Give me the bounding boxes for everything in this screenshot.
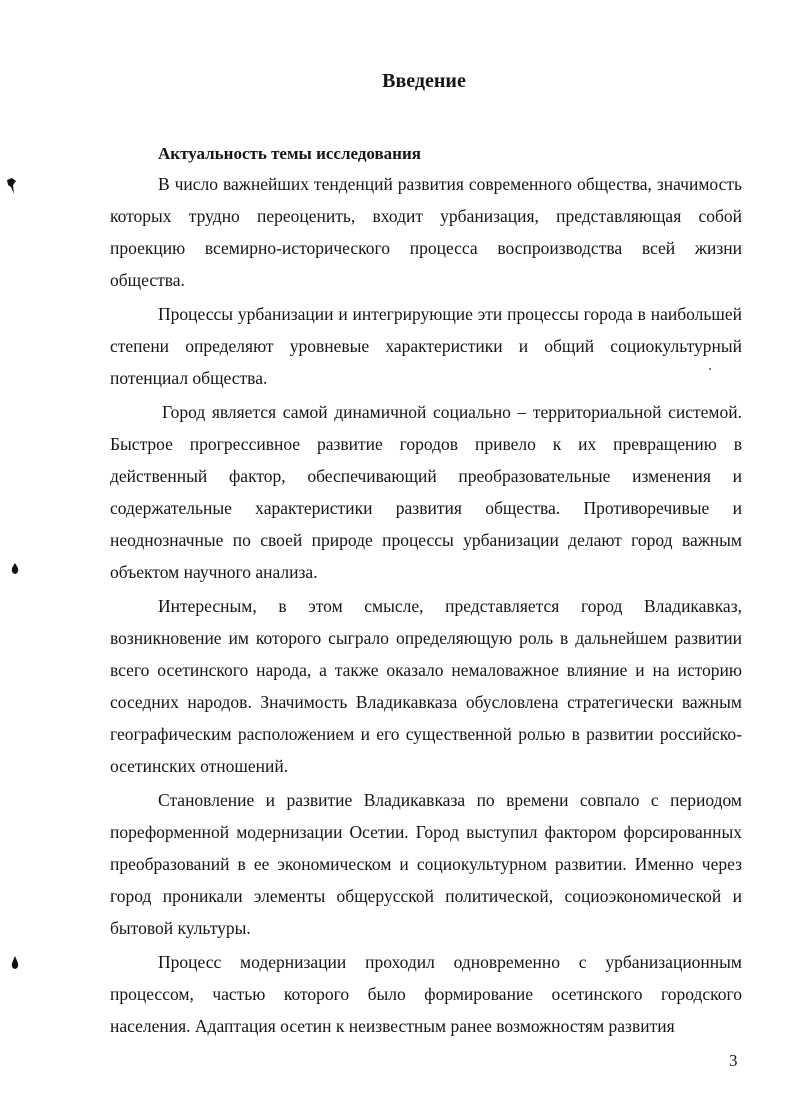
paragraph-3: Город является самой динамичной социально – территориальной системой. Быстрое прогрессивное развитие городов привело к их превращению в действенный фактор, обеспечивающий преобразовательные изменения и содержательные характеристики развития общества. Противоречивые и неоднозначные по своей природе процессы урбанизации делают город важным объектом научного анализа.	[110, 402, 742, 582]
scan-dot-icon	[10, 562, 20, 576]
paragraph-2: Процессы урбанизации и интегрирующие эти процессы города в наибольшей степени определяют уровневые характеристики и общий социокультурный потенциал общества.	[110, 304, 742, 388]
paragraph-6: Процесс модернизации проходил одновременно с урбанизационным процессом, частью которого было формирование осетинского городского населения. Адаптация осетин к неизвестным ранее возможностям развития	[110, 952, 742, 1036]
scan-mark-icon	[4, 176, 20, 198]
scan-speck	[709, 368, 711, 370]
page-number: 3	[729, 1051, 738, 1070]
page-title: Введение	[382, 70, 466, 92]
paragraph-4: Интересным, в этом смысле, представляется город Владикавказ, возникновение им которого сыграло определяющую роль в дальнейшем развитии всего осетинского народа, а также оказало немаловажное влияние и на историю соседних народов. Значимость Владикавказа обусловлена стратегически важным географическим расположением и его существенной ролью в развитии российско-осетинских отношений.	[110, 596, 742, 776]
body-text	[110, 168, 742, 1042]
scan-dot-icon	[10, 955, 20, 971]
section-heading: Актуальность темы исследования	[158, 144, 421, 163]
paragraph-1: В число важнейших тенденций развития современного общества, значимость которых трудно переоценить, входит урбанизация, представляющая собой проекцию всемирно-исторического процесса воспроизводства всей жизни общества.	[110, 174, 742, 290]
paragraph-5: Становление и развитие Владикавказа по времени совпало с периодом пореформенной модернизации Осетии. Город выступил фактором форсированных преобразований в ее экономическом и социокультурном развитии. Именно через город проникали элементы общерусской политической, социоэкономической и бытовой культуры.	[110, 790, 742, 938]
